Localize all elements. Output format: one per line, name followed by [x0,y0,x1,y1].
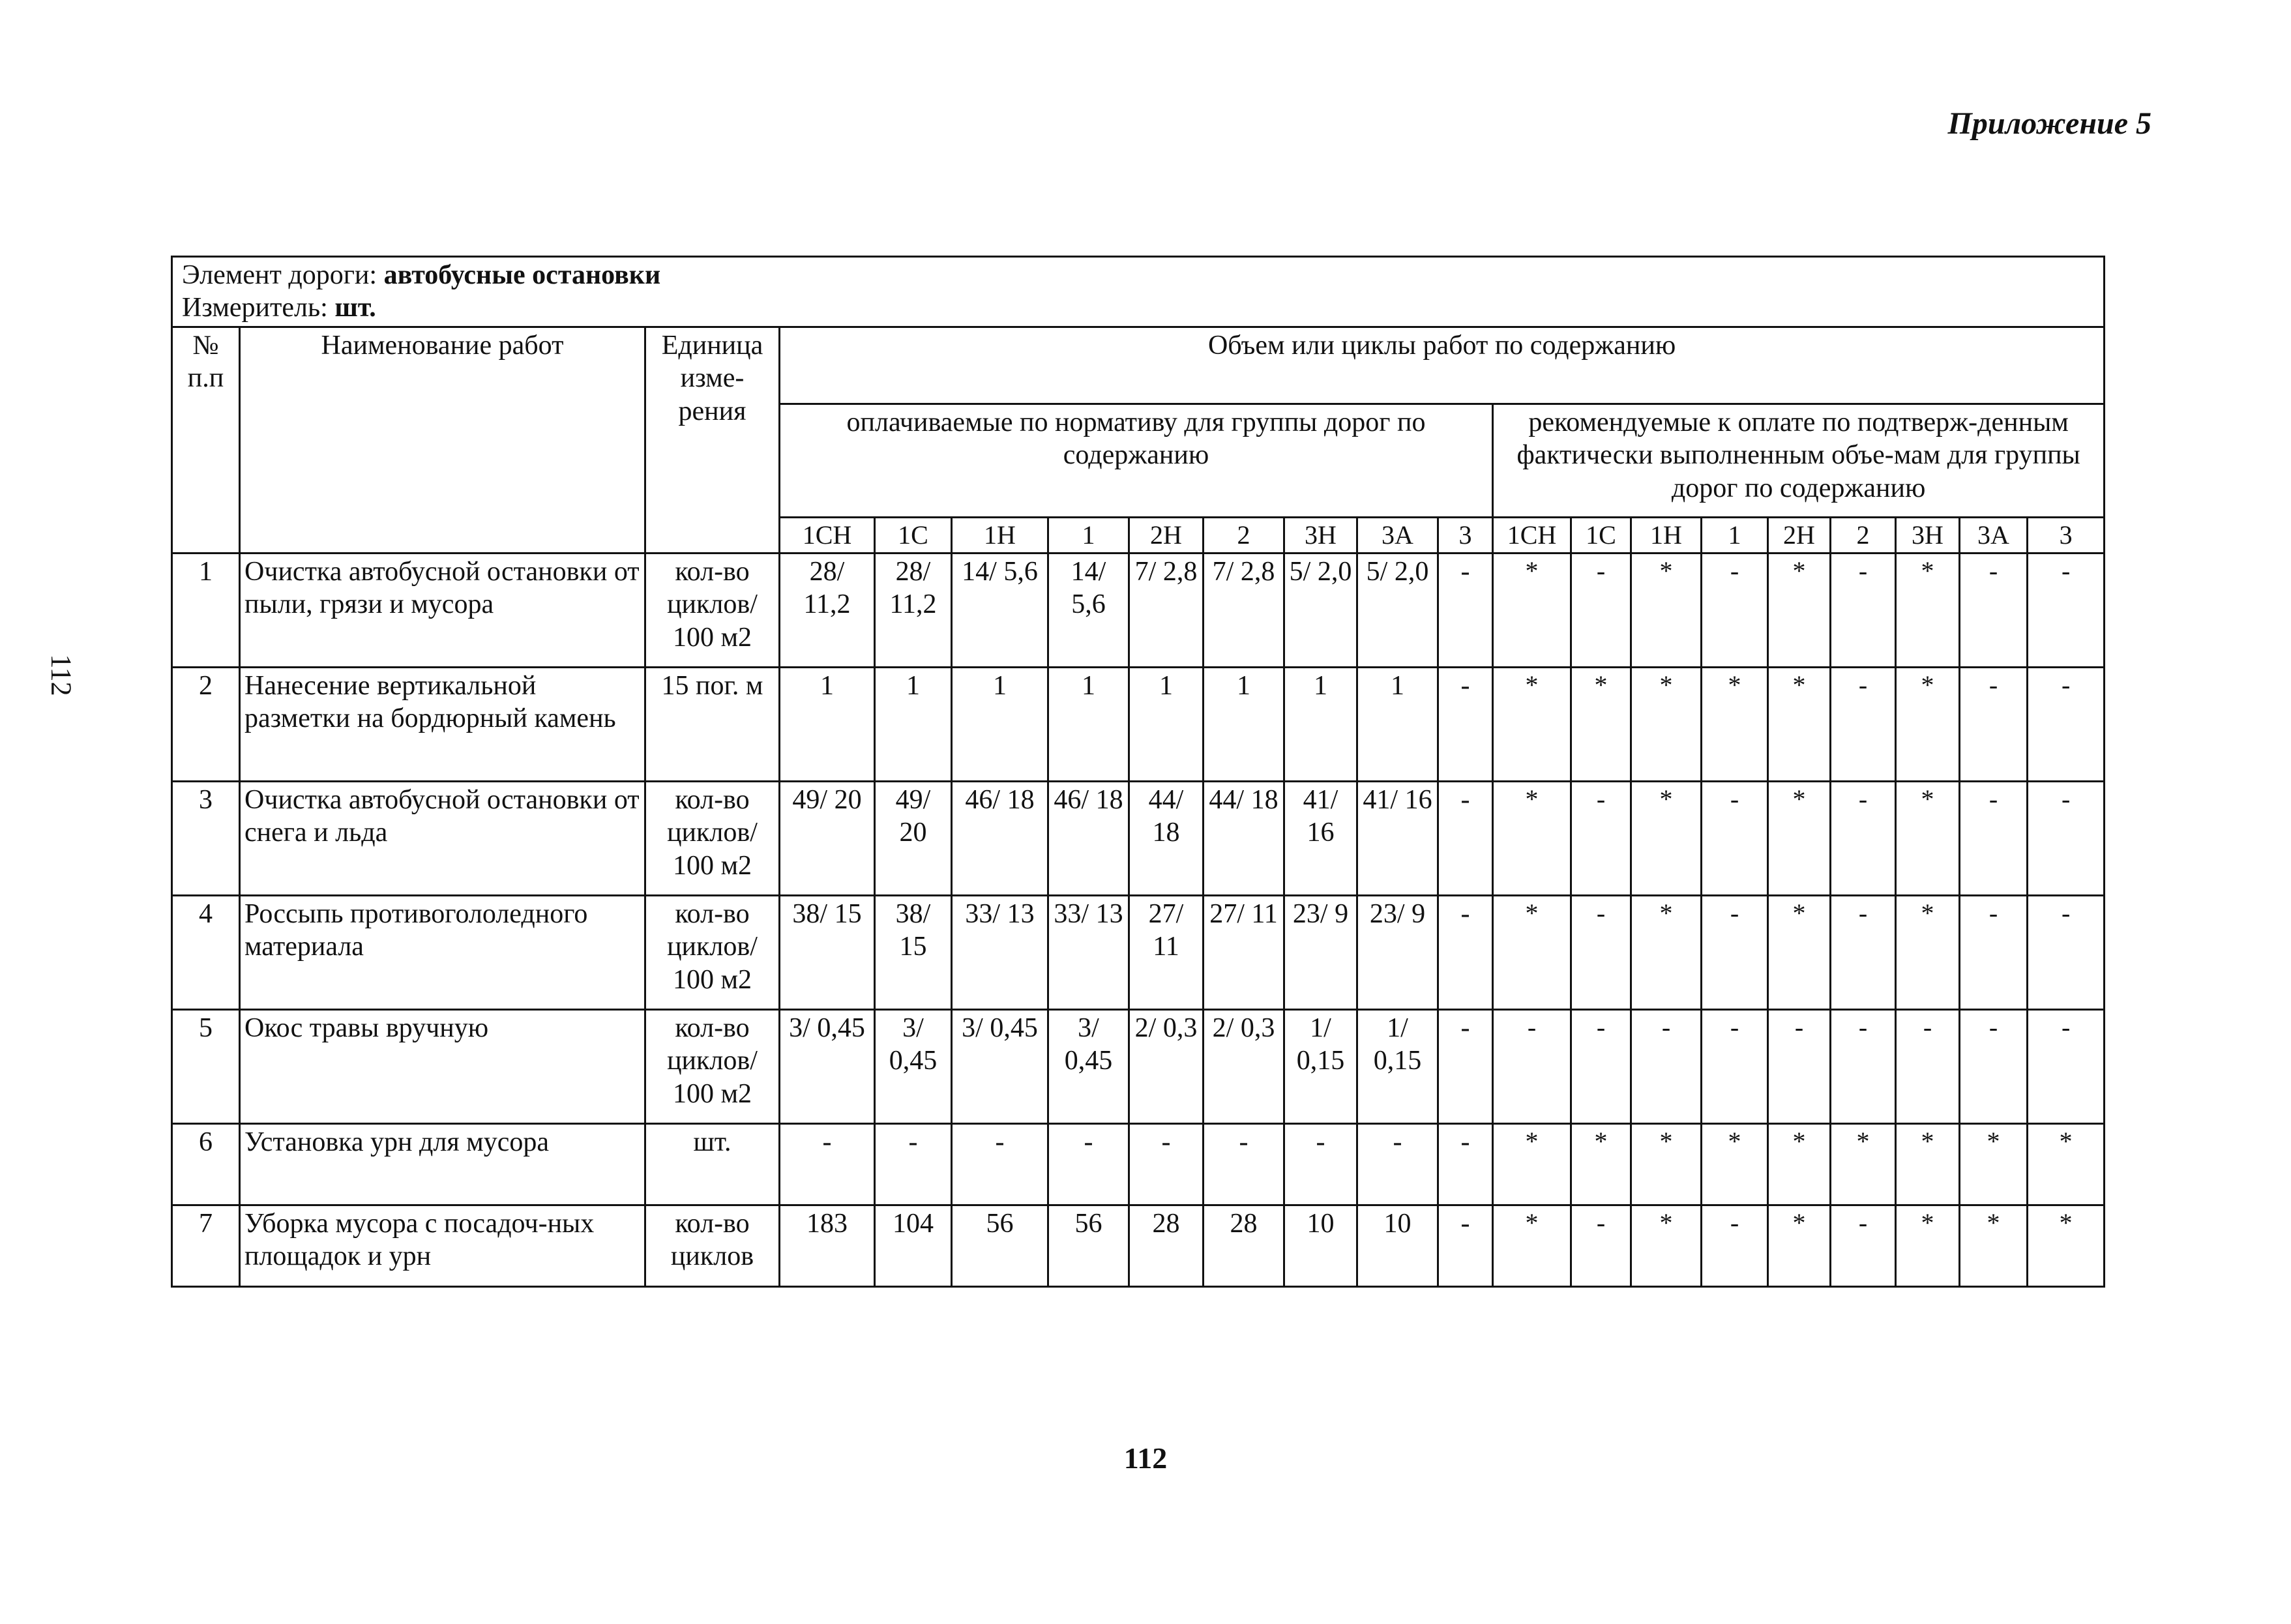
row-work-name: Окос травы вручную [240,1009,645,1123]
row-unit: кол-во циклов/ 100 м2 [645,553,780,667]
recommended-mark: * [2028,1205,2105,1286]
col-volume-header: Объем или циклы работ по содержанию [780,327,2105,404]
group-recommended-8: 3 [2028,517,2105,553]
row-work-name: Очистка автобусной остановки от снега и льда [240,781,645,895]
recommended-mark: - [1960,1009,2028,1123]
paid-value: 5/ 2,0 [1284,553,1357,667]
recommended-mark: * [1631,1123,1702,1205]
row-unit: 15 пог. м [645,667,780,781]
paid-value: 38/ 15 [875,895,952,1009]
recommended-mark: * [1493,1205,1571,1286]
paid-value: 183 [780,1205,875,1286]
paid-value: 7/ 2,8 [1129,553,1204,667]
row-number: 1 [172,553,240,667]
group-paid-6: 3Н [1284,517,1357,553]
recommended-mark: - [1493,1009,1571,1123]
row-unit: кол-во циклов [645,1205,780,1286]
row-unit: кол-во циклов/ 100 м2 [645,781,780,895]
recommended-mark: - [1571,895,1631,1009]
works-table [171,256,2105,1288]
recommended-mark: - [2028,781,2105,895]
recommended-mark: * [1631,553,1702,667]
recommended-mark: - [1702,781,1768,895]
paid-value: - [780,1123,875,1205]
recommended-mark: * [1896,1205,1960,1286]
row-unit: шт. [645,1123,780,1205]
paid-value: 28/ 11,2 [780,553,875,667]
recommended-mark: * [1768,667,1831,781]
paid-value: - [1438,553,1493,667]
paid-value: 2/ 0,3 [1204,1009,1284,1123]
paid-value: - [1204,1123,1284,1205]
row-number: 4 [172,895,240,1009]
paid-value: - [1048,1123,1129,1205]
paid-value: - [875,1123,952,1205]
group-recommended-header: рекомендуемые к оплате по подтверж-денным фактически выполненным объе-мам для группы дорог по содержанию [1493,404,2105,517]
paid-value: 44/ 18 [1204,781,1284,895]
paid-value: 3/ 0,45 [780,1009,875,1123]
side-page-number: 112 [45,654,78,696]
row-unit: кол-во циклов/ 100 м2 [645,895,780,1009]
group-paid-5: 2 [1204,517,1284,553]
paid-value: 56 [1048,1205,1129,1286]
recommended-mark: - [1831,553,1896,667]
recommended-mark: - [1768,1009,1831,1123]
row-number: 2 [172,667,240,781]
paid-value: 46/ 18 [952,781,1048,895]
header-row-1 [172,327,2105,404]
recommended-mark: * [1493,553,1571,667]
recommended-mark: * [1493,781,1571,895]
recommended-mark: - [1831,1009,1896,1123]
recommended-mark: * [1896,781,1960,895]
row-number: 5 [172,1009,240,1123]
recommended-mark: * [1896,895,1960,1009]
recommended-mark: - [1571,1009,1631,1123]
paid-value: 23/ 9 [1284,895,1357,1009]
paid-value: 5/ 2,0 [1357,553,1438,667]
paid-value: 23/ 9 [1357,895,1438,1009]
paid-value: 46/ 18 [1048,781,1129,895]
group-recommended-4: 2Н [1768,517,1831,553]
recommended-mark: - [1831,1205,1896,1286]
row-unit: кол-во циклов/ 100 м2 [645,1009,780,1123]
table-row [172,1123,2105,1205]
recommended-mark: * [1493,895,1571,1009]
recommended-mark: * [1631,1205,1702,1286]
page-number: 112 [1123,1441,1168,1475]
table-row [172,895,2105,1009]
paid-value: 3/ 0,45 [952,1009,1048,1123]
paid-value: 3/ 0,45 [875,1009,952,1123]
group-recommended-5: 2 [1831,517,1896,553]
paid-value: 28 [1129,1205,1204,1286]
recommended-mark: - [1571,781,1631,895]
recommended-mark: * [1768,1123,1831,1205]
paid-value: 1 [1129,667,1204,781]
row-number: 6 [172,1123,240,1205]
recommended-mark: * [1960,1123,2028,1205]
paid-value: 1 [875,667,952,781]
recommended-mark: - [1960,781,2028,895]
recommended-mark: * [1631,781,1702,895]
recommended-mark: - [1896,1009,1960,1123]
group-recommended-3: 1 [1702,517,1768,553]
group-paid-0: 1СН [780,517,875,553]
group-paid-header: оплачиваемые по нормативу для группы дорог по содержанию [780,404,1493,517]
table-row [172,1009,2105,1123]
paid-value: 3/ 0,45 [1048,1009,1129,1123]
paid-value: 1/ 0,15 [1357,1009,1438,1123]
recommended-mark: * [1960,1205,2028,1286]
table-row [172,781,2105,895]
row-number: 7 [172,1205,240,1286]
group-recommended-7: 3А [1960,517,2028,553]
element-value: автобусные остановки [383,260,661,290]
group-recommended-6: 3Н [1896,517,1960,553]
paid-value: 1 [952,667,1048,781]
paid-value: 28/ 11,2 [875,553,952,667]
recommended-mark: - [1702,553,1768,667]
group-paid-4: 2Н [1129,517,1204,553]
recommended-mark: * [1571,667,1631,781]
recommended-mark: * [1896,1123,1960,1205]
recommended-mark: * [1768,895,1831,1009]
row-work-name: Россыпь противогололедного материала [240,895,645,1009]
row-work-name: Установка урн для мусора [240,1123,645,1205]
recommended-mark: - [1960,553,2028,667]
paid-value: 27/ 11 [1204,895,1284,1009]
recommended-mark: * [1768,781,1831,895]
paid-value: 28 [1204,1205,1284,1286]
paid-value: 1 [1048,667,1129,781]
paid-value: 49/ 20 [875,781,952,895]
paid-value: 1 [780,667,875,781]
group-paid-1: 1С [875,517,952,553]
paid-value: - [952,1123,1048,1205]
recommended-mark: * [1768,1205,1831,1286]
recommended-mark: - [2028,1009,2105,1123]
recommended-mark: * [1831,1123,1896,1205]
paid-value: 41/ 16 [1357,781,1438,895]
recommended-mark: * [1896,553,1960,667]
paid-value: 14/ 5,6 [952,553,1048,667]
recommended-mark: * [1571,1123,1631,1205]
paid-value: - [1284,1123,1357,1205]
group-paid-7: 3А [1357,517,1438,553]
paid-value: 1 [1357,667,1438,781]
measure-value: шт. [334,293,376,323]
paid-value: 14/ 5,6 [1048,553,1129,667]
recommended-mark: - [1831,667,1896,781]
element-line: Элемент дороги: автобусные остановки [182,260,661,290]
paid-value: 1 [1204,667,1284,781]
paid-value: - [1438,1009,1493,1123]
paid-value: 2/ 0,3 [1129,1009,1204,1123]
appendix-label: Приложение 5 [1947,106,2151,141]
paid-value: 33/ 13 [952,895,1048,1009]
group-paid-8: 3 [1438,517,1493,553]
recommended-mark: - [2028,667,2105,781]
col-name-header: Наименование работ [240,327,645,553]
measure-line: Измеритель: шт. [182,293,376,323]
paid-value: - [1438,1205,1493,1286]
recommended-mark: * [1896,667,1960,781]
recommended-mark: - [1831,781,1896,895]
paid-value: - [1438,895,1493,1009]
paid-value: 1 [1284,667,1357,781]
paid-value: 27/ 11 [1129,895,1204,1009]
recommended-mark: * [1631,895,1702,1009]
paid-value: 10 [1284,1205,1357,1286]
recommended-mark: - [1571,553,1631,667]
group-recommended-1: 1С [1571,517,1631,553]
recommended-mark: - [2028,895,2105,1009]
table-row [172,667,2105,781]
recommended-mark: * [1702,1123,1768,1205]
row-work-name: Нанесение вертикальной разметки на бордюрный камень [240,667,645,781]
paid-value: - [1129,1123,1204,1205]
recommended-mark: - [1960,667,2028,781]
paid-value: 49/ 20 [780,781,875,895]
paid-value: 104 [875,1205,952,1286]
col-no-header: № п.п [172,327,240,553]
recommended-mark: - [2028,553,2105,667]
recommended-mark: - [1702,895,1768,1009]
paid-value: - [1438,1123,1493,1205]
col-unit-header: Единица изме-рения [645,327,780,553]
paid-value: - [1438,781,1493,895]
recommended-mark: - [1702,1009,1768,1123]
table-row [172,1205,2105,1286]
recommended-mark: * [1631,667,1702,781]
row-work-name: Очистка автобусной остановки от пыли, грязи и мусора [240,553,645,667]
paid-value: 33/ 13 [1048,895,1129,1009]
paid-value: 44/ 18 [1129,781,1204,895]
paid-value: 41/ 16 [1284,781,1357,895]
recommended-mark: * [2028,1123,2105,1205]
recommended-mark: - [1831,895,1896,1009]
table-row [172,553,2105,667]
paid-value: 38/ 15 [780,895,875,1009]
recommended-mark: - [1960,895,2028,1009]
paid-value: - [1438,667,1493,781]
recommended-mark: * [1493,1123,1571,1205]
group-recommended-0: 1СН [1493,517,1571,553]
recommended-mark: * [1702,667,1768,781]
paid-value: - [1357,1123,1438,1205]
table-meta [172,257,2105,327]
paid-value: 56 [952,1205,1048,1286]
recommended-mark: * [1768,553,1831,667]
paid-value: 1/ 0,15 [1284,1009,1357,1123]
recommended-mark: - [1702,1205,1768,1286]
recommended-mark: * [1493,667,1571,781]
row-work-name: Уборка мусора с посадоч-ных площадок и урн [240,1205,645,1286]
header-info-row [172,257,2105,327]
group-paid-3: 1 [1048,517,1129,553]
group-recommended-2: 1Н [1631,517,1702,553]
paid-value: 7/ 2,8 [1204,553,1284,667]
recommended-mark: - [1631,1009,1702,1123]
row-number: 3 [172,781,240,895]
recommended-mark: - [1571,1205,1631,1286]
group-paid-2: 1Н [952,517,1048,553]
paid-value: 10 [1357,1205,1438,1286]
